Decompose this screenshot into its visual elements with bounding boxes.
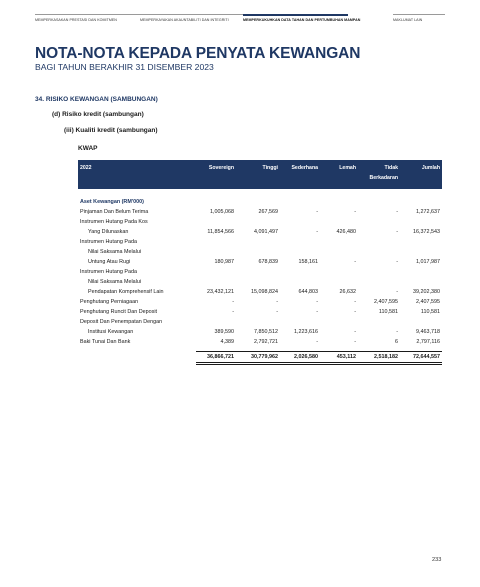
row-label: Instrumen Hutang Pada Kos: [80, 219, 148, 225]
table-row: [78, 237, 442, 247]
cell-sederhana: 1,223,616: [294, 329, 318, 335]
header-sovereign: Sovereign: [208, 165, 234, 171]
nav-spacer: [348, 14, 393, 26]
cell-lemah: 26,632: [339, 289, 356, 295]
cell-sovereign: -: [232, 299, 234, 305]
cell-tidak-berkadaran: 2,407,595: [374, 299, 398, 305]
double-underline: [196, 364, 442, 365]
table-row: [78, 257, 442, 267]
cell-tinggi: 15,098,824: [251, 289, 278, 295]
row-label: Nilai Saksama Melalui: [88, 279, 142, 285]
cell-tidak-berkadaran: -: [396, 229, 398, 235]
total-lemah: 453,112: [336, 354, 356, 360]
page-number: 233: [432, 557, 442, 563]
table-row: [78, 207, 442, 217]
cell-sovereign: 4,389: [220, 339, 234, 345]
page-title: NOTA-NOTA KEPADA PENYATA KEWANGAN: [35, 45, 361, 62]
cell-sederhana: 158,161: [298, 259, 318, 265]
total-jumlah: 72,644,557: [413, 354, 440, 360]
row-label: Nilai Saksama Melalui: [88, 249, 142, 255]
cell-tidak-berkadaran: -: [396, 329, 398, 335]
cell-sederhana: -: [316, 299, 318, 305]
row-label: Baki Tunai Dan Bank: [80, 339, 131, 345]
page-subtitle: BAGI TAHUN BERAKHIR 31 DISEMBER 2023: [35, 62, 214, 72]
row-label: Pinjaman Dan Belum Terima: [80, 209, 149, 215]
cell-sovereign: 11,854,566: [207, 229, 234, 235]
header-tinggi: Tinggi: [262, 165, 278, 171]
cell-sederhana: -: [316, 209, 318, 215]
cell-lemah: -: [354, 339, 356, 345]
cell-sederhana: -: [316, 229, 318, 235]
cell-jumlah: 2,797,116: [416, 339, 440, 345]
header-jumlah: Jumlah: [421, 165, 440, 171]
subsubsection-heading: (iii) Kualiti kredit (sambungan): [64, 127, 158, 134]
cell-sederhana: -: [316, 339, 318, 345]
table-row: [78, 277, 442, 287]
row-label: Untung Atau Rugi: [88, 259, 131, 265]
total-tidak-berkadaran: 2,518,182: [374, 354, 398, 360]
row-label: Instrumen Hutang Pada: [80, 239, 137, 245]
cell-jumlah: 1,017,987: [416, 259, 440, 265]
cell-lemah: -: [354, 329, 356, 335]
total-sederhana: 2,026,580: [294, 354, 318, 360]
row-label: Penghutang Runcit Dan Deposit: [80, 309, 158, 315]
row-label: Yang Dilunaskan: [88, 229, 129, 235]
table-row: [78, 247, 442, 257]
cell-tinggi: -: [276, 299, 278, 305]
header-lemah: Lemah: [339, 165, 356, 171]
cell-sovereign: 23,432,121: [207, 289, 234, 295]
row-label: Deposit Dan Penempatan Dengan: [80, 319, 163, 325]
totals-row: [196, 351, 442, 363]
cell-sovereign: 180,987: [214, 259, 234, 265]
cell-jumlah: 16,372,543: [413, 229, 440, 235]
group-heading-row: [78, 197, 442, 207]
cell-jumlah: 110,581: [420, 309, 440, 315]
entity-label: KWAP: [78, 145, 98, 152]
header-year: 2022: [80, 165, 92, 171]
cell-sederhana: 644,803: [298, 289, 318, 295]
cell-tidak-berkadaran: 6: [395, 339, 398, 345]
cell-sovereign: 1,005,068: [210, 209, 234, 215]
table-row: [78, 267, 442, 277]
table-row: [78, 287, 442, 297]
group-heading-label: Aset Kewangan (RM'000): [80, 199, 144, 205]
table-row: [78, 217, 442, 227]
cell-tinggi: 678,839: [258, 259, 278, 265]
total-tinggi: 30,779,962: [251, 354, 278, 360]
table-row: [78, 227, 442, 237]
cell-lemah: -: [354, 309, 356, 315]
nav-item-maklumat-lain[interactable]: MAKLUMAT LAIN: [393, 14, 445, 26]
cell-tinggi: 2,792,721: [254, 339, 278, 345]
cell-lemah: -: [354, 259, 356, 265]
cell-jumlah: 39,202,380: [413, 289, 440, 295]
cell-lemah: 426,480: [336, 229, 356, 235]
header-tidak: Tidak: [384, 165, 398, 171]
cell-tidak-berkadaran: 110,581: [378, 309, 398, 315]
cell-sederhana: -: [316, 309, 318, 315]
total-sovereign: 36,866,721: [207, 354, 234, 360]
cell-tidak-berkadaran: -: [396, 209, 398, 215]
cell-tidak-berkadaran: -: [396, 259, 398, 265]
table-row: [78, 327, 442, 337]
table-header: [78, 160, 442, 189]
cell-tinggi: 267,569: [258, 209, 278, 215]
table-row: [78, 307, 442, 317]
section-heading: 34. RISIKO KEWANGAN (SAMBUNGAN): [35, 96, 158, 103]
row-label: Penghutang Perniagaan: [80, 299, 139, 305]
row-label: Pendapatan Komprehensif Lain: [88, 289, 164, 295]
table-row: [78, 337, 442, 347]
credit-quality-table: [78, 160, 442, 360]
cell-jumlah: 2,407,595: [416, 299, 440, 305]
top-navigation: [35, 14, 445, 26]
cell-tidak-berkadaran: -: [396, 289, 398, 295]
cell-sovereign: 389,590: [214, 329, 234, 335]
cell-tinggi: 7,850,512: [254, 329, 278, 335]
cell-jumlah: 9,463,718: [416, 329, 440, 335]
cell-sovereign: -: [232, 309, 234, 315]
cell-tinggi: -: [276, 309, 278, 315]
cell-lemah: -: [354, 209, 356, 215]
table-row: [78, 297, 442, 307]
cell-jumlah: 1,272,637: [416, 209, 440, 215]
header-sederhana: Sederhana: [291, 165, 318, 171]
nav-item-data-tahan[interactable]: MEMPERKUKUHKAN DATA TAHAN DAN PERTUMBUHAN MAMPAN: [243, 14, 348, 26]
row-label: Instrumen Hutang Pada: [80, 269, 137, 275]
table-row: [78, 317, 442, 327]
cell-tinggi: 4,091,497: [254, 229, 278, 235]
cell-lemah: -: [354, 299, 356, 305]
nav-item-prestasi[interactable]: MEMPERKASAKAN PRESTASI DAN KOMITMEN: [35, 14, 140, 26]
header-berkadaran: Berkadaran: [369, 175, 398, 181]
subsection-heading: (d) Risiko kredit (sambungan): [52, 111, 144, 118]
row-label: Institusi Kewangan: [88, 329, 134, 335]
nav-item-akauntabiliti[interactable]: MEMPERKAYAKAN AKAUNTABILITI DAN INTEGRITI: [140, 14, 243, 26]
